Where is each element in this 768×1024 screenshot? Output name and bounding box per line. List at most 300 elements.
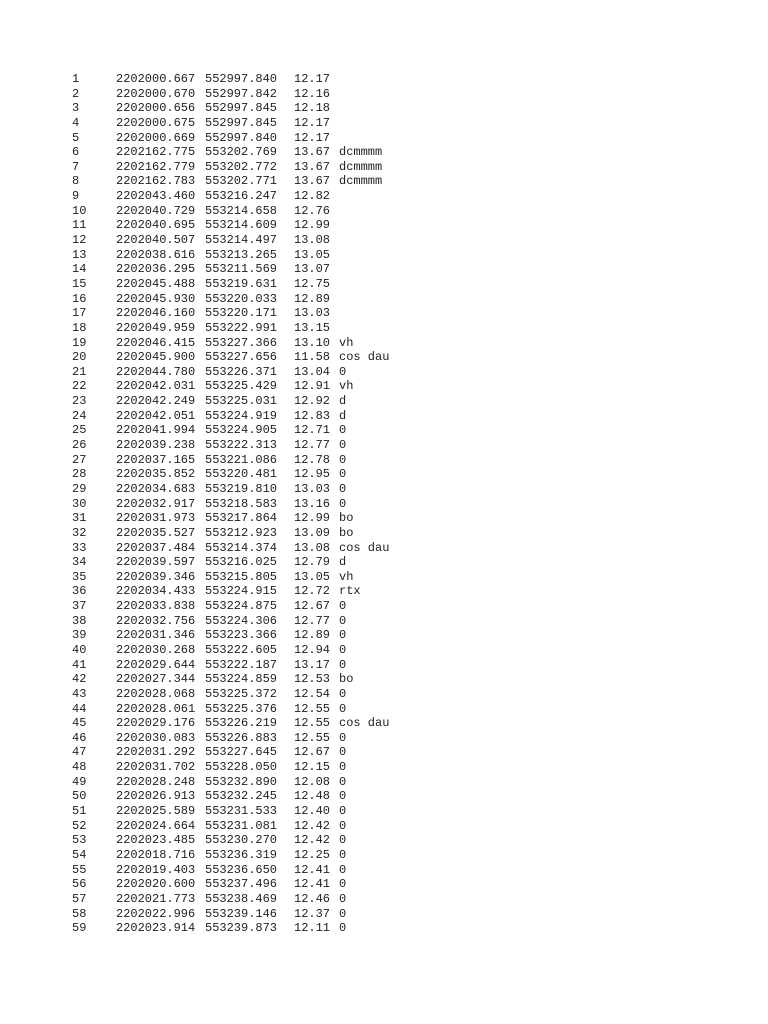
point-northing: 2202040.507 [116,233,196,248]
point-easting: 553224.905 [205,423,278,438]
table-row [72,306,419,321]
point-easting: 553226.219 [205,716,278,731]
point-elevation: 13.09 [294,525,331,540]
point-elevation: 12.40 [294,804,331,819]
point-id: 20 [72,350,87,365]
point-northing: 2202028.248 [116,774,196,789]
point-id: 38 [72,613,87,628]
table-row [72,614,419,629]
point-northing: 2202022.996 [116,906,196,921]
point-id: 29 [72,481,87,496]
point-easting: 553225.429 [205,379,278,394]
point-elevation: 12.72 [294,584,331,599]
table-row [72,789,419,804]
point-northing: 2202040.695 [116,218,196,233]
point-code: 0 [339,423,347,438]
point-easting: 553212.923 [205,525,278,540]
point-elevation: 12.11 [294,921,331,936]
point-code: d [339,555,347,570]
point-id: 21 [72,364,87,379]
table-row [72,863,419,878]
point-easting: 553222.313 [205,438,278,453]
point-elevation: 13.08 [294,540,331,555]
point-elevation: 13.10 [294,335,331,350]
point-easting: 553222.991 [205,320,278,335]
point-elevation: 11.58 [294,350,331,365]
point-id: 34 [72,555,87,570]
point-northing: 2202024.664 [116,818,196,833]
point-id: 57 [72,891,87,906]
point-northing: 2202000.656 [116,101,196,116]
point-northing: 2202039.346 [116,569,196,584]
point-easting: 553232.890 [205,774,278,789]
point-code: 0 [339,877,347,892]
point-elevation: 12.67 [294,745,331,760]
point-elevation: 12.76 [294,203,331,218]
point-elevation: 12.55 [294,701,331,716]
point-code [339,87,419,102]
point-id: 16 [72,291,87,306]
point-easting: 553218.583 [205,496,278,511]
point-easting: 552997.845 [205,115,278,130]
point-northing: 2202000.667 [116,72,196,86]
point-code [339,189,419,204]
point-code [339,218,419,233]
point-id: 55 [72,862,87,877]
point-easting: 553225.031 [205,394,278,409]
point-elevation: 12.77 [294,613,331,628]
point-elevation: 12.16 [294,86,331,101]
point-elevation: 12.25 [294,847,331,862]
point-easting: 553224.306 [205,613,278,628]
point-elevation: 13.07 [294,262,331,277]
table-row [72,599,419,614]
point-code: 0 [339,760,347,775]
point-code [339,131,419,146]
point-id: 11 [72,218,87,233]
point-elevation: 12.89 [294,291,331,306]
table-row [72,160,419,175]
point-northing: 2202000.670 [116,86,196,101]
point-elevation: 12.08 [294,774,331,789]
table-row [72,541,419,556]
point-easting: 553214.497 [205,233,278,248]
point-code: 0 [339,745,347,760]
table-row [72,248,419,263]
table-row [72,292,419,307]
point-elevation: 12.95 [294,467,331,482]
point-elevation: 12.92 [294,394,331,409]
point-northing: 2202025.589 [116,804,196,819]
point-northing: 2202028.068 [116,686,196,701]
point-easting: 553222.605 [205,642,278,657]
point-northing: 2202043.460 [116,189,196,204]
table-row [72,116,419,131]
point-code: 0 [339,774,347,789]
point-code [339,262,419,277]
point-easting: 553226.371 [205,364,278,379]
point-id: 59 [72,921,87,936]
point-northing: 2202046.160 [116,306,196,321]
point-easting: 553219.631 [205,276,278,291]
point-elevation: 12.37 [294,906,331,921]
point-id: 5 [72,130,80,145]
point-easting: 553215.805 [205,569,278,584]
point-easting: 553236.650 [205,862,278,877]
point-id: 43 [72,686,87,701]
point-northing: 2202042.031 [116,379,196,394]
table-row [72,218,419,233]
point-id: 48 [72,760,87,775]
point-easting: 553214.658 [205,203,278,218]
point-easting: 553239.873 [205,921,278,936]
point-easting: 553225.376 [205,701,278,716]
point-code: 0 [339,657,347,672]
point-elevation: 12.55 [294,730,331,745]
point-elevation: 13.16 [294,496,331,511]
point-elevation: 12.18 [294,101,331,116]
point-northing: 2202046.415 [116,335,196,350]
point-code [339,277,419,292]
point-northing: 2202033.838 [116,599,196,614]
point-easting: 553202.772 [205,159,278,174]
point-easting: 553219.810 [205,481,278,496]
point-code [339,233,419,248]
point-northing: 2202040.729 [116,203,196,218]
point-code [339,72,419,87]
point-elevation: 12.55 [294,716,331,731]
point-northing: 2202035.852 [116,467,196,482]
point-code: bo [339,511,354,526]
point-code: d [339,408,347,423]
point-easting: 553222.187 [205,657,278,672]
point-code: bo [339,672,354,687]
point-id: 50 [72,789,87,804]
point-code: 0 [339,467,347,482]
point-id: 32 [72,525,87,540]
table-row [72,570,419,585]
table-row [72,204,419,219]
point-id: 13 [72,247,87,262]
point-easting: 553223.366 [205,628,278,643]
point-easting: 553227.366 [205,335,278,350]
point-code [339,116,419,131]
point-elevation: 12.17 [294,72,331,86]
point-code: 0 [339,921,347,936]
point-northing: 2202041.994 [116,423,196,438]
point-id: 28 [72,467,87,482]
point-easting: 553237.496 [205,877,278,892]
table-row [72,745,419,760]
point-northing: 2202031.346 [116,628,196,643]
table-row [72,233,419,248]
point-code: vh [339,335,354,350]
point-code [339,292,419,307]
point-northing: 2202031.973 [116,511,196,526]
table-row [72,174,419,189]
point-elevation: 12.67 [294,599,331,614]
point-id: 51 [72,804,87,819]
point-easting: 553220.481 [205,467,278,482]
point-code: 0 [339,599,347,614]
point-northing: 2202034.683 [116,481,196,496]
point-elevation: 12.77 [294,438,331,453]
point-northing: 2202023.485 [116,833,196,848]
point-easting: 553202.771 [205,174,278,189]
table-row [72,453,419,468]
point-northing: 2202031.292 [116,745,196,760]
table-row [72,584,419,599]
point-northing: 2202032.756 [116,613,196,628]
point-elevation: 13.03 [294,306,331,321]
point-id: 35 [72,569,87,584]
point-id: 9 [72,189,80,204]
point-northing: 2202000.669 [116,130,196,145]
point-easting: 553224.875 [205,599,278,614]
point-code: 0 [339,789,347,804]
table-row [72,731,419,746]
point-northing: 2202027.344 [116,672,196,687]
table-row [72,833,419,848]
point-id: 7 [72,159,80,174]
table-row [72,189,419,204]
point-code: 0 [339,628,347,643]
point-northing: 2202162.775 [116,145,196,160]
table-row [72,804,419,819]
point-easting: 553224.915 [205,584,278,599]
point-code: 0 [339,613,347,628]
point-code: 0 [339,481,347,496]
point-easting: 553231.533 [205,804,278,819]
point-id: 30 [72,496,87,511]
table-row [72,716,419,731]
point-code: 0 [339,364,347,379]
point-code: vh [339,379,354,394]
point-elevation: 13.15 [294,320,331,335]
point-code: d [339,394,347,409]
point-code: 0 [339,496,347,511]
point-id: 2 [72,86,80,101]
point-easting: 553238.469 [205,891,278,906]
point-id: 46 [72,730,87,745]
point-easting: 553216.247 [205,189,278,204]
point-code: vh [339,569,354,584]
point-elevation: 12.46 [294,891,331,906]
point-id: 15 [72,276,87,291]
point-northing: 2202034.433 [116,584,196,599]
point-northing: 2202038.616 [116,247,196,262]
point-northing: 2202037.484 [116,540,196,555]
point-code: 0 [339,891,347,906]
point-northing: 2202020.600 [116,877,196,892]
table-row [72,687,419,702]
point-id: 44 [72,701,87,716]
table-row [72,511,419,526]
point-code: 0 [339,730,347,745]
point-code: 0 [339,452,347,467]
point-id: 8 [72,174,80,189]
point-elevation: 12.89 [294,628,331,643]
point-northing: 2202030.268 [116,642,196,657]
point-easting: 553216.025 [205,555,278,570]
point-id: 54 [72,847,87,862]
table-row [72,277,419,292]
point-northing: 2202044.780 [116,364,196,379]
point-code [339,306,419,321]
point-easting: 553236.319 [205,847,278,862]
point-id: 23 [72,394,87,409]
point-easting: 553217.864 [205,511,278,526]
table-row [72,672,419,687]
point-northing: 2202049.959 [116,320,196,335]
table-row [72,848,419,863]
point-id: 58 [72,906,87,921]
point-northing: 2202028.061 [116,701,196,716]
point-elevation: 13.67 [294,145,331,160]
point-easting: 553239.146 [205,906,278,921]
point-id: 27 [72,452,87,467]
point-easting: 553232.245 [205,789,278,804]
point-elevation: 12.94 [294,642,331,657]
point-code [339,101,419,116]
point-easting: 553211.569 [205,262,278,277]
point-easting: 553202.769 [205,145,278,160]
point-id: 31 [72,511,87,526]
table-row [72,555,419,570]
point-id: 22 [72,379,87,394]
point-id: 25 [72,423,87,438]
point-northing: 2202162.779 [116,159,196,174]
table-row [72,526,419,541]
point-elevation: 12.41 [294,877,331,892]
point-easting: 553221.086 [205,452,278,467]
point-id: 49 [72,774,87,789]
table-row [72,379,419,394]
point-easting: 552997.840 [205,72,278,86]
point-northing: 2202045.930 [116,291,196,306]
point-northing: 2202021.773 [116,891,196,906]
table-row [72,394,419,409]
table-row [72,921,419,936]
point-id: 47 [72,745,87,760]
point-easting: 553227.645 [205,745,278,760]
point-elevation: 12.17 [294,130,331,145]
table-row [72,321,419,336]
point-id: 37 [72,599,87,614]
point-code [339,204,419,219]
point-northing: 2202036.295 [116,262,196,277]
point-elevation: 12.15 [294,760,331,775]
point-code: 0 [339,818,347,833]
point-northing: 2202045.900 [116,350,196,365]
point-northing: 2202000.675 [116,115,196,130]
point-easting: 553220.171 [205,306,278,321]
point-northing: 2202031.702 [116,760,196,775]
table-row [72,409,419,424]
point-id: 39 [72,628,87,643]
point-northing: 2202045.488 [116,276,196,291]
point-id: 33 [72,540,87,555]
point-northing: 2202162.783 [116,174,196,189]
table-row [72,131,419,146]
point-easting: 553230.270 [205,833,278,848]
point-elevation: 12.48 [294,789,331,804]
point-easting: 553227.656 [205,350,278,365]
point-elevation: 12.83 [294,408,331,423]
table-row [72,336,419,351]
point-easting: 553226.883 [205,730,278,745]
point-code: 0 [339,833,347,848]
table-row [72,482,419,497]
table-row [72,497,419,512]
point-id: 17 [72,306,87,321]
point-id: 1 [72,72,80,86]
point-id: 24 [72,408,87,423]
point-easting: 553213.265 [205,247,278,262]
point-elevation: 13.67 [294,159,331,174]
point-easting: 553214.609 [205,218,278,233]
point-code [339,321,419,336]
point-code: 0 [339,847,347,862]
point-id: 40 [72,642,87,657]
point-code: 0 [339,686,347,701]
point-elevation: 12.78 [294,452,331,467]
point-id: 14 [72,262,87,277]
table-row [72,423,419,438]
point-easting: 552997.845 [205,101,278,116]
point-id: 4 [72,115,80,130]
point-elevation: 12.42 [294,833,331,848]
table-row [72,702,419,717]
table-row [72,467,419,482]
point-northing: 2202039.238 [116,438,196,453]
point-code: rtx [339,584,361,599]
point-elevation: 12.42 [294,818,331,833]
point-code: 0 [339,804,347,819]
point-id: 3 [72,101,80,116]
point-easting: 553225.372 [205,686,278,701]
point-id: 26 [72,438,87,453]
point-code: 0 [339,906,347,921]
point-id: 56 [72,877,87,892]
point-northing: 2202042.051 [116,408,196,423]
point-easting: 553231.081 [205,818,278,833]
point-northing: 2202037.165 [116,452,196,467]
table-row [72,101,419,116]
point-elevation: 12.99 [294,218,331,233]
point-elevation: 12.54 [294,686,331,701]
table-row [72,145,419,160]
point-northing: 2202042.249 [116,394,196,409]
point-northing: 2202029.176 [116,716,196,731]
point-elevation: 12.71 [294,423,331,438]
point-code: bo [339,525,354,540]
point-elevation: 13.08 [294,233,331,248]
point-code [339,248,419,263]
point-code: dcmmmm [339,145,383,160]
point-elevation: 12.79 [294,555,331,570]
point-id: 52 [72,818,87,833]
point-id: 45 [72,716,87,731]
table-row [72,658,419,673]
point-northing: 2202026.913 [116,789,196,804]
table-row [72,760,419,775]
point-id: 18 [72,320,87,335]
point-elevation: 13.05 [294,569,331,584]
point-code: 0 [339,438,347,453]
point-elevation: 13.17 [294,657,331,672]
point-code: cos dau [339,716,390,731]
